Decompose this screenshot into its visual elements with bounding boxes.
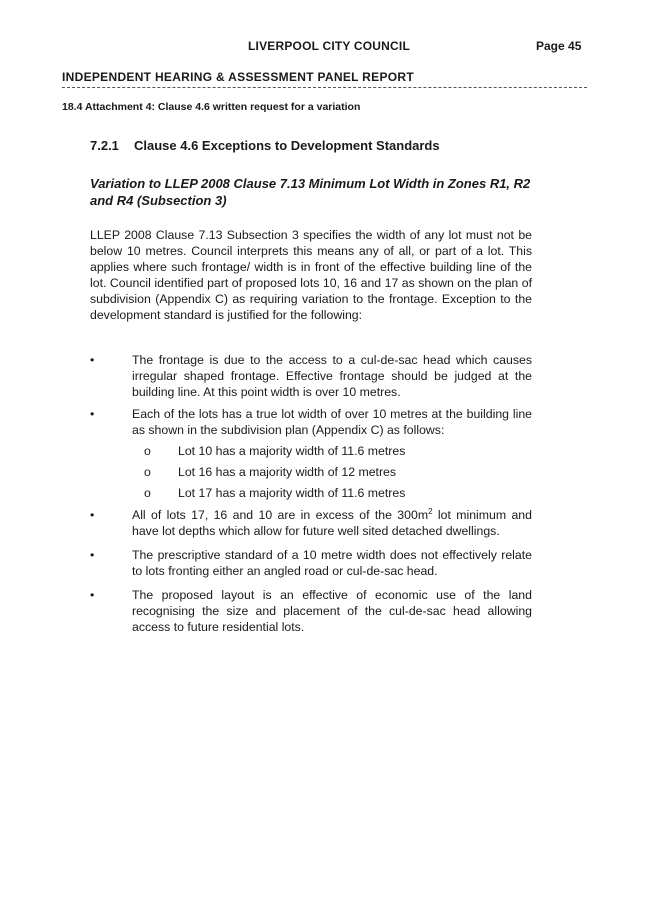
list-item xyxy=(90,547,532,579)
bullet-glyph: • xyxy=(90,588,95,602)
sub-list-item xyxy=(132,464,532,480)
sub-list-item xyxy=(132,443,532,459)
header-report-title: INDEPENDENT HEARING & ASSESSMENT PANEL REPORT xyxy=(62,70,414,84)
list-item-text: The proposed layout is an effective of economic use of the land recognising the size and placement of the cul-de-sac head allowing access to future residential lots. xyxy=(132,588,532,634)
list-item-text: The prescriptive standard of a 10 metre width does not effectively relate to lots fronting either an angled road or cul-de-sac head. xyxy=(132,548,532,578)
list-item-text-part: lot minimum and have lot depths which allow for future well sited detached dwellings. xyxy=(132,508,532,538)
header-divider xyxy=(62,87,587,88)
header-council-name: LIVERPOOL CITY COUNCIL xyxy=(248,39,410,53)
list-item-text xyxy=(132,508,532,538)
superscript-squared: 2 xyxy=(428,506,433,516)
attachment-label: 18.4 Attachment 4: Clause 4.6 written request for a variation xyxy=(62,101,361,113)
lot-width-sublist xyxy=(132,443,532,501)
sub-list-item-text: Lot 10 has a majority width of 11.6 metres xyxy=(178,444,406,458)
bullet-glyph: • xyxy=(90,508,95,522)
sub-list-item-text: Lot 16 has a majority width of 12 metres xyxy=(178,465,397,479)
sub-bullet-glyph: o xyxy=(144,486,151,500)
bullet-glyph: • xyxy=(90,548,95,562)
intro-paragraph: LLEP 2008 Clause 7.13 Subsection 3 specifies the width of any lot must not be below 10 metres. Council interprets this means any of all, or part of a lot. This applies where such frontage/ width is in front of the effective building line of the lot. Council identified part of proposed lots 10, 16 and 17 as shown on the plan of subdivision (Appendix C) as requiring variation to the frontage. Exception to the development standard is justified for the following: xyxy=(90,228,532,322)
sub-bullet-glyph: o xyxy=(144,444,151,458)
list-item xyxy=(90,352,532,400)
sub-bullet-glyph: o xyxy=(144,465,151,479)
subsection-title: Variation to LLEP 2008 Clause 7.13 Minimum Lot Width in Zones R1, R2 and R4 (Subsection 3) xyxy=(90,176,531,208)
list-item xyxy=(90,406,532,501)
header-page-number: Page 45 xyxy=(536,39,582,53)
bullet-glyph: • xyxy=(90,353,95,367)
section-number: 7.2.1 xyxy=(90,138,119,153)
bullet-glyph: • xyxy=(90,407,95,421)
list-item xyxy=(90,507,532,539)
list-item-text: The frontage is due to the access to a cul-de-sac head which causes irregular shaped frontage. Effective frontage should be judged at the building line. At this point width is over 10 metres. xyxy=(132,353,532,399)
list-item-text: Each of the lots has a true lot width of over 10 metres at the building line as shown in the subdivision plan (Appendix C) as follows: xyxy=(132,407,532,437)
section-heading xyxy=(90,138,440,153)
list-item xyxy=(90,587,532,635)
justification-list xyxy=(90,352,532,635)
list-item-text-part: All of lots 17, 16 and 10 are in excess of the 300m xyxy=(132,508,429,522)
sub-list-item-text: Lot 17 has a majority width of 11.6 metres xyxy=(178,486,406,500)
sub-list-item xyxy=(132,485,532,501)
section-title-text: Clause 4.6 Exceptions to Development Standards xyxy=(134,138,440,153)
